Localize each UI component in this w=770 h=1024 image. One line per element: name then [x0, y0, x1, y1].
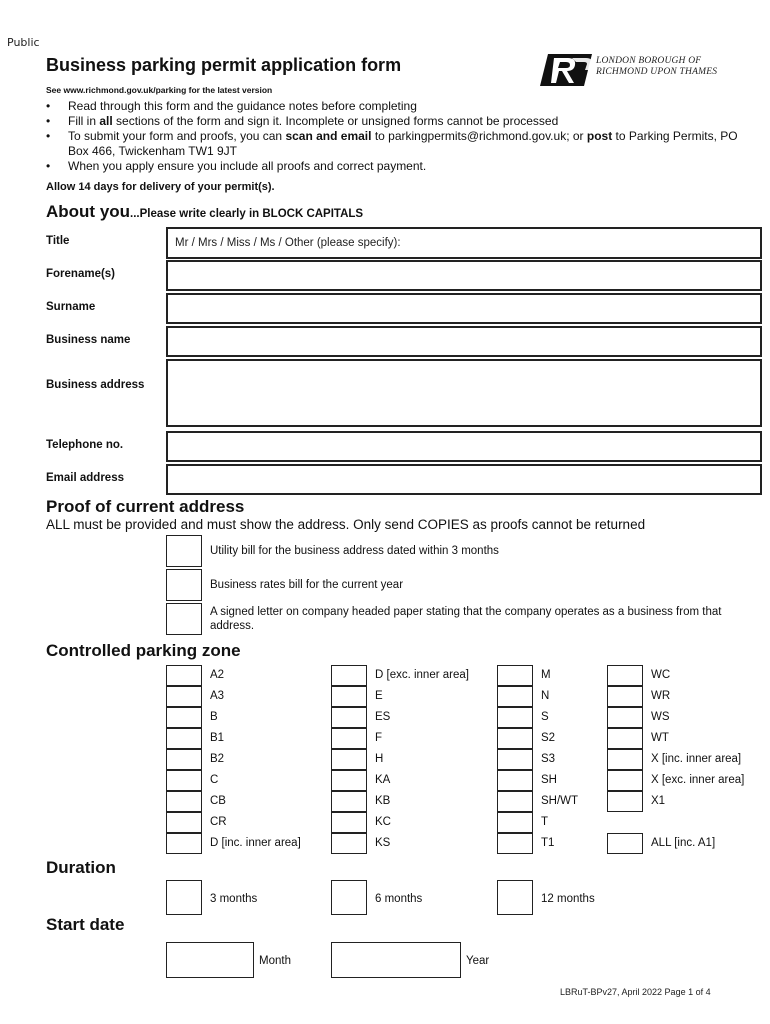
- zone-checkbox[interactable]: [166, 770, 202, 791]
- zone-label: X [inc. inner area]: [651, 753, 742, 765]
- zone-checkbox[interactable]: [497, 770, 533, 791]
- zone-checkbox[interactable]: [166, 686, 202, 707]
- zone-label: CB: [210, 795, 226, 807]
- zone-checkbox[interactable]: [331, 770, 367, 791]
- zone-checkbox[interactable]: [331, 833, 367, 854]
- business-name-label: Business name: [46, 334, 131, 346]
- instruction-item: [46, 114, 746, 129]
- start-month-label: Month: [259, 955, 291, 967]
- zone-label: N: [541, 690, 550, 702]
- zone-label: A3: [210, 690, 225, 702]
- zone-label: WT: [651, 732, 669, 744]
- surname-label: Surname: [46, 301, 96, 313]
- zone-label: SH: [541, 774, 557, 786]
- proof-checkbox[interactable]: [166, 535, 202, 567]
- zone-label: T1: [541, 837, 555, 849]
- surname-input[interactable]: [166, 293, 762, 324]
- zone-label: S3: [541, 753, 556, 765]
- zone-label: M: [541, 669, 551, 681]
- zone-label: KA: [375, 774, 391, 786]
- proof-option-label: A signed letter on company headed paper stating that the company operates as a business from that address.: [210, 606, 722, 632]
- zone-checkbox[interactable]: [166, 707, 202, 728]
- proof-checkbox[interactable]: [166, 569, 202, 601]
- zone-label: WR: [651, 690, 671, 702]
- zone-checkbox[interactable]: [497, 665, 533, 686]
- business-name-input[interactable]: [166, 326, 762, 357]
- zone-label: T: [541, 816, 549, 828]
- zone-checkbox[interactable]: [331, 812, 367, 833]
- zone-checkbox[interactable]: [331, 791, 367, 812]
- telephone-label: Telephone no.: [46, 439, 124, 451]
- zone-checkbox[interactable]: [331, 686, 367, 707]
- zone-checkbox[interactable]: [497, 812, 533, 833]
- zone-label: C: [210, 774, 219, 786]
- proof-checkbox[interactable]: [166, 603, 202, 635]
- council-logo: [538, 52, 738, 92]
- forename-label: Forename(s): [46, 268, 116, 280]
- instruction-item: [46, 99, 746, 114]
- zone-label: KC: [375, 816, 391, 828]
- council-logo-mark: [538, 52, 594, 88]
- zone-label: KB: [375, 795, 391, 807]
- zone-label: B: [210, 711, 218, 723]
- about-you-heading: About you...Please write clearly in BLOCK CAPITALS: [46, 202, 364, 221]
- zone-checkbox[interactable]: [607, 749, 643, 770]
- proof-option-label: Business rates bill for the current year: [210, 579, 404, 591]
- email-label: Email address: [46, 472, 124, 484]
- zone-label: E: [375, 690, 383, 702]
- business-address-input[interactable]: [166, 359, 762, 427]
- zone-checkbox[interactable]: [607, 833, 643, 854]
- zone-label: S: [541, 711, 549, 723]
- zone-checkbox[interactable]: [497, 791, 533, 812]
- zone-checkbox[interactable]: [331, 665, 367, 686]
- duration-checkbox[interactable]: [331, 880, 367, 915]
- instruction-text: to parkingpermits@richmond.gov.uk; or: [371, 129, 587, 143]
- zone-label: ALL [inc. A1]: [651, 837, 716, 849]
- start-month-input[interactable]: [166, 942, 254, 978]
- zone-label: D [exc. inner area]: [375, 669, 469, 681]
- instruction-text: scan and email: [285, 129, 372, 143]
- proof-option-label: Utility bill for the business address dated within 3 months: [210, 545, 499, 557]
- zone-label: B1: [210, 732, 225, 744]
- instruction-text: Fill in: [68, 114, 100, 128]
- instruction-text: post: [586, 129, 613, 143]
- email-input[interactable]: [166, 464, 762, 495]
- classification-label: Public: [7, 36, 40, 49]
- start-date-heading: Start date: [46, 915, 125, 934]
- title-label: Title: [46, 235, 70, 247]
- zone-label: KS: [375, 837, 391, 849]
- instruction-text: to Parking Permits, PO Box 466, Twickenham TW1 9JT: [68, 129, 738, 158]
- duration-checkbox[interactable]: [166, 880, 202, 915]
- instruction-text: Read through this form and the guidance notes before completing: [68, 99, 417, 113]
- zone-checkbox[interactable]: [497, 728, 533, 749]
- zone-label: S2: [541, 732, 556, 744]
- zone-label: B2: [210, 753, 225, 765]
- zone-checkbox[interactable]: [607, 728, 643, 749]
- instruction-text: all: [99, 114, 113, 128]
- zone-label: X [exc. inner area]: [651, 774, 745, 786]
- zone-checkbox[interactable]: [331, 707, 367, 728]
- delivery-note: Allow 14 days for delivery of your permit(s).: [46, 181, 275, 193]
- zone-checkbox[interactable]: [607, 707, 643, 728]
- zone-checkbox[interactable]: [166, 791, 202, 812]
- duration-label: 12 months: [541, 893, 595, 905]
- zone-label: H: [375, 753, 384, 765]
- duration-label: 3 months: [210, 893, 258, 905]
- zone-checkbox[interactable]: [166, 833, 202, 854]
- forename-input[interactable]: [166, 260, 762, 291]
- instruction-text: sections of the form and sign it. Incomplete or unsigned forms cannot be processed: [112, 114, 559, 128]
- zone-label: D [inc. inner area]: [210, 837, 301, 849]
- latest-version-note: See www.richmond.gov.uk/parking for the latest version: [46, 85, 273, 95]
- zone-checkbox[interactable]: [166, 812, 202, 833]
- council-logo-text: LONDON BOROUGH OF RICHMOND UPON THAMES: [596, 56, 718, 77]
- instruction-text: When you apply ensure you include all proofs and correct payment.: [68, 159, 427, 173]
- telephone-input[interactable]: [166, 431, 762, 462]
- title-input[interactable]: [166, 227, 762, 259]
- duration-checkbox[interactable]: [497, 880, 533, 915]
- instruction-text: To submit your form and proofs, you can: [68, 129, 286, 143]
- zone-checkbox[interactable]: [607, 770, 643, 791]
- instruction-item: [46, 159, 746, 174]
- zone-checkbox[interactable]: [497, 686, 533, 707]
- about-you-subheading: ...Please write clearly in BLOCK CAPITALS: [130, 208, 364, 220]
- zone-checkbox[interactable]: [497, 833, 533, 854]
- zone-checkbox[interactable]: [166, 665, 202, 686]
- zone-checkbox[interactable]: [607, 791, 643, 812]
- duration-heading: Duration: [46, 858, 116, 877]
- zone-label: SH/WT: [541, 795, 579, 807]
- zone-checkbox[interactable]: [331, 749, 367, 770]
- zone-label: A2: [210, 669, 225, 681]
- zone-checkbox[interactable]: [607, 665, 643, 686]
- duration-label: 6 months: [375, 893, 423, 905]
- form-title: Business parking permit application form: [46, 55, 402, 75]
- proof-heading: Proof of current address: [46, 497, 245, 516]
- zone-checkbox[interactable]: [166, 728, 202, 749]
- zone-checkbox[interactable]: [607, 686, 643, 707]
- zone-label: ES: [375, 711, 391, 723]
- zone-checkbox[interactable]: [331, 728, 367, 749]
- zone-label: CR: [210, 816, 227, 828]
- zone-label: WS: [651, 711, 670, 723]
- business-address-label: Business address: [46, 379, 145, 391]
- instructions-list: [46, 99, 746, 174]
- page-footer: LBRuT-BPv27, April 2022 Page 1 of 4: [560, 987, 711, 997]
- zone-label: WC: [651, 669, 671, 681]
- zone-label: F: [375, 732, 383, 744]
- instruction-item: [46, 129, 746, 159]
- start-year-label: Year: [466, 955, 490, 967]
- zone-heading: Controlled parking zone: [46, 641, 241, 660]
- start-year-input[interactable]: [331, 942, 461, 978]
- zone-checkbox[interactable]: [497, 749, 533, 770]
- zone-label: X1: [651, 795, 666, 807]
- proof-intro: ALL must be provided and must show the address. Only send COPIES as proofs cannot be returned: [46, 517, 646, 532]
- zone-checkbox[interactable]: [166, 749, 202, 770]
- zone-checkbox[interactable]: [497, 707, 533, 728]
- title-placeholder: Mr / Mrs / Miss / Ms / Other (please specify):: [175, 237, 401, 249]
